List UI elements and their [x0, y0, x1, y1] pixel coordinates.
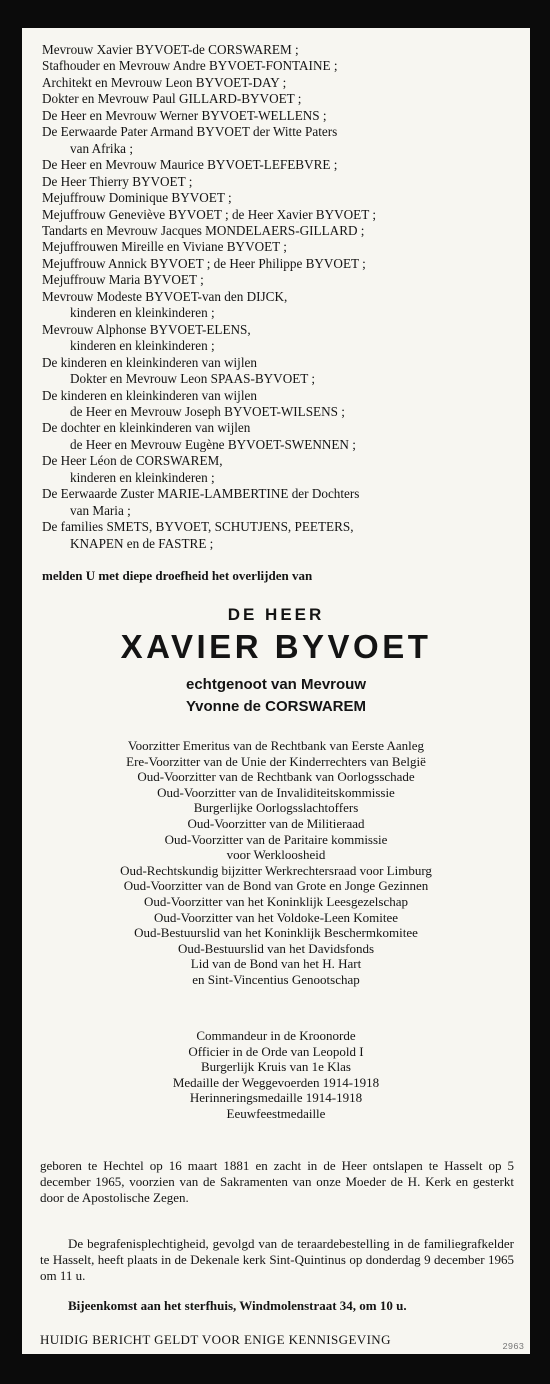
- honour-line: Medaille der Weggevoerden 1914-1918: [172, 1074, 380, 1090]
- mourner-line: Mejuffrouw Geneviève BYVOET ; de Heer Xavier BYVOET ;: [42, 206, 376, 222]
- title-line: Oud-Voorzitter van het Voldoke-Leen Komitee: [153, 909, 399, 925]
- professional-titles: [22, 738, 530, 988]
- title-prefix: DE HEER: [227, 605, 325, 624]
- mourner-line: De kinderen en kleinkinderen van wijlen: [42, 354, 257, 370]
- mourner-line: De Heer Thierry BYVOET ;: [42, 173, 193, 189]
- deceased-name: XAVIER BYVOET: [120, 628, 432, 665]
- mourner-line: Dokter en Mevrouw Leon SPAAS-BYVOET ;: [70, 371, 316, 387]
- mourner-line: De kinderen en kleinkinderen van wijlen: [42, 387, 257, 403]
- mourner-line: De Eerwaarde Pater Armand BYVOET der Witte Paters: [42, 124, 338, 140]
- title-line: en Sint-Vincentius Genootschap: [192, 971, 360, 987]
- mourner-line: De dochter en kleinkinderen van wijlen: [42, 420, 251, 436]
- title-line: Lid van de Bond van het H. Hart: [190, 956, 362, 972]
- mourner-line: Mevrouw Xavier BYVOET-de CORSWAREM ;: [42, 42, 299, 57]
- honour-line: Officier in de Orde van Leopold I: [188, 1043, 364, 1059]
- mourner-line: de Heer en Mevrouw Eugène BYVOET-SWENNEN ;: [70, 436, 356, 452]
- honour-line: Burgerlijk Kruis van 1e Klas: [201, 1059, 351, 1075]
- title-line: voor Werkloosheid: [226, 847, 326, 863]
- mourner-line: Mevrouw Alphonse BYVOET-ELENS,: [42, 321, 251, 337]
- mourners-list: [42, 42, 520, 552]
- title-line: Oud-Bestuurslid van het Koninklijk Beschermkomitee: [134, 925, 418, 941]
- title-line: Oud-Voorzitter van de Bond van Grote en Jonge Gezinnen: [123, 878, 429, 894]
- announcement-intro: melden U met diepe droefheid het overlijden van: [42, 568, 313, 583]
- mourner-line: De families SMETS, BYVOET, SCHUTJENS, PEETERS,: [42, 519, 354, 535]
- mourner-line: De Heer Léon de CORSWAREM,: [42, 453, 223, 469]
- mourner-line: kinderen en kleinkinderen ;: [70, 469, 215, 485]
- birth-death-paragraph: geboren te Hechtel op 16 maart 1881 en zacht in de Heer ontslapen te Hasselt op 5 december 1965, voorzien van de Sakramenten van onze Moeder de H. Kerk en gesterkt door de Apostolische Zegen.: [40, 1158, 514, 1205]
- mourner-line: Mejuffrouw Annick BYVOET ; de Heer Philippe BYVOET ;: [42, 255, 366, 271]
- mourner-line: Stafhouder en Mevrouw Andre BYVOET-FONTAINE ;: [42, 58, 338, 74]
- title-line: Oud-Voorzitter van de Rechtbank van Oorlogsschade: [137, 769, 415, 785]
- gathering-paragraph: Bijeenkomst aan het sterfhuis, Windmolenstraat 34, om 10 u.: [68, 1298, 407, 1313]
- honour-line: Herinneringsmedaille 1914-1918: [189, 1090, 363, 1106]
- spouse-line-1: echtgenoot van Mevrouw: [185, 676, 367, 693]
- mourner-line: Mejuffrouwen Mireille en Viviane BYVOET ;: [42, 239, 287, 255]
- mourner-line: kinderen en kleinkinderen ;: [70, 305, 215, 321]
- honour-line: Commandeur in de Kroonorde: [196, 1028, 356, 1043]
- mourner-line: van Maria ;: [70, 502, 131, 518]
- notice-line: HUIDIG BERICHT GELDT VOOR ENIGE KENNISGEVING: [40, 1332, 391, 1347]
- mourner-line: KNAPEN en de FASTRE ;: [70, 535, 214, 551]
- title-line: Oud-Voorzitter van de Invaliditeitskommissie: [157, 784, 395, 800]
- funeral-paragraph: De begrafenisplechtigheid, gevolgd van de teraardebestelling in de familiegrafkelder te Hasselt, heeft plaats in de Dekenale kerk Sint-Quintinus op donderdag 9 december 1965 om 11 u.: [40, 1236, 514, 1283]
- mourner-line: Tandarts en Mevrouw Jacques MONDELAERS-GILLARD ;: [42, 222, 365, 238]
- mourner-line: De Eerwaarde Zuster MARIE-LAMBERTINE der Dochters: [42, 486, 360, 502]
- title-line: Voorzitter Emeritus van de Rechtbank van Eerste Aanleg: [127, 738, 425, 753]
- mourner-line: De Heer en Mevrouw Werner BYVOET-WELLENS ;: [42, 107, 327, 123]
- honour-line: Eeuwfeestmedaille: [226, 1105, 326, 1121]
- memorial-card: [22, 28, 530, 1354]
- mourner-line: van Afrika ;: [70, 140, 133, 156]
- title-line: Oud-Voorzitter van de Militieraad: [187, 815, 365, 831]
- mourner-line: de Heer en Mevrouw Joseph BYVOET-WILSENS ;: [70, 403, 345, 419]
- mourner-line: Mejuffrouw Dominique BYVOET ;: [42, 190, 232, 206]
- title-line: Burgerlijke Oorlogsslachtoffers: [193, 800, 359, 816]
- title-line: Oud-Voorzitter van de Paritaire kommissie: [164, 831, 388, 847]
- mourner-line: kinderen en kleinkinderen ;: [70, 338, 215, 354]
- title-line: Oud-Bestuurslid van het Davidsfonds: [177, 940, 375, 956]
- mourner-line: Architekt en Mevrouw Leon BYVOET-DAY ;: [42, 74, 287, 90]
- mourner-line: Mevrouw Modeste BYVOET-van den DIJCK,: [42, 288, 288, 304]
- title-line: Oud-Voorzitter van het Koninklijk Leesgezelschap: [143, 893, 408, 909]
- mourner-line: De Heer en Mevrouw Maurice BYVOET-LEFEBVRE ;: [42, 157, 338, 173]
- honours-list: [22, 1028, 530, 1122]
- spouse-line-2: Yvonne de CORSWAREM: [185, 698, 367, 715]
- reference-number: 2963: [502, 1342, 524, 1352]
- title-line: Oud-Rechtskundig bijzitter Werkrechtersraad voor Limburg: [120, 862, 432, 878]
- title-line: Ere-Voorzitter van de Unie der Kinderrechters van België: [126, 753, 426, 769]
- mourner-line: Mejuffrouw Maria BYVOET ;: [42, 272, 204, 288]
- mourner-line: Dokter en Mevrouw Paul GILLARD-BYVOET ;: [42, 91, 302, 107]
